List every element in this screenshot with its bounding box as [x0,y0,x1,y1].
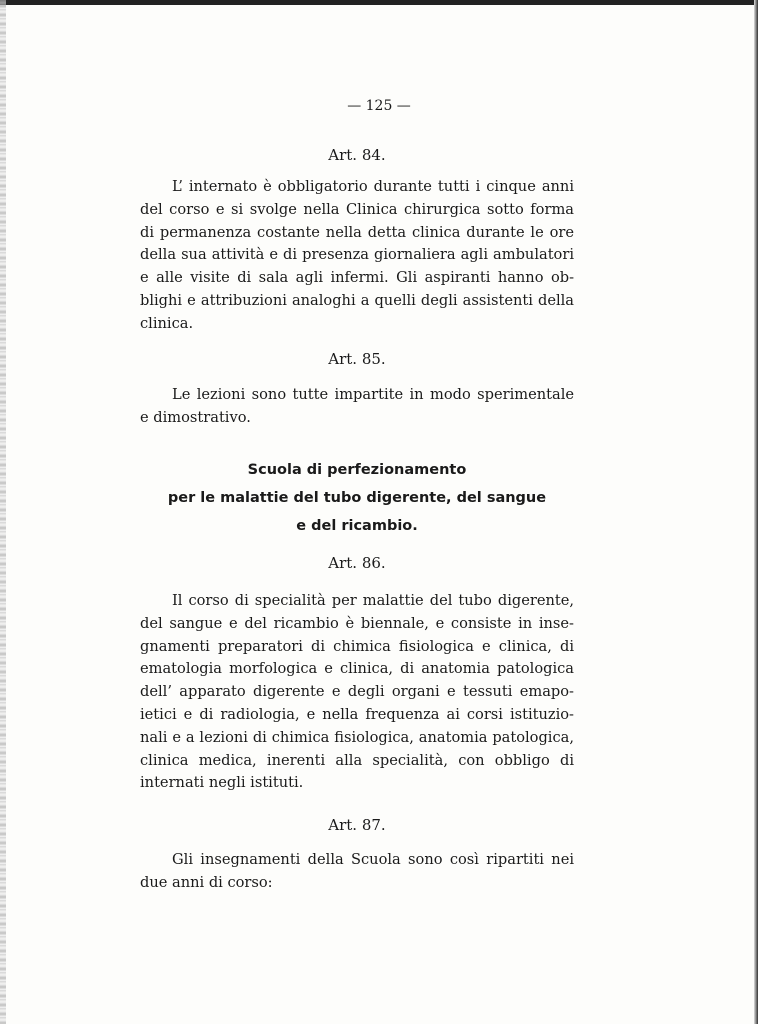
art-84-line: blighi e attribuzioni analoghi a quelli degli assistenti della [140,291,574,309]
art-86-line: gnamenti preparatori di chimica fisiologica e clinica, di [140,637,574,655]
art-86-line: internati negli istituti. [140,774,304,792]
art-86-line: ematologia morfologica e clinica, di anatomia patologica [140,660,574,678]
art-84-paragraph [140,176,574,336]
page-number: — 125 — [347,98,411,114]
section-title [140,456,574,540]
art-87-line: Gli insegnamenti della Scuola sono così ripartiti nei [172,851,574,868]
art-87-heading: Art. 87. [328,816,386,834]
scan-top-edge [0,0,758,5]
art-84-line: della sua attività e di presenza giornaliera agli ambulatori [140,246,574,264]
art-86-line: del sangue e del ricambio è biennale, e consiste in inse- [140,614,574,632]
art-87-paragraph [140,849,574,895]
art-86-line: nali e a lezioni di chimica fisiologica, anatomia patologica, [140,728,574,746]
art-84-line: clinica. [140,314,194,332]
art-85-line: e dimostrativo. [140,408,251,426]
art-86-line: Il corso di specialità per malattie del tubo digerente, [172,592,574,609]
art-86-line: clinica medica, inerenti alla specialità, con obbligo di [140,751,574,769]
section-title-line: per le malattie del tubo digerente, del sangue [167,490,547,506]
art-84-line: L’ internato è obbligatorio durante tutti i cinque anni [172,178,574,195]
section-title-line: e del ricambio. [296,518,418,534]
art-84-heading: Art. 84. [328,146,386,164]
section-title-line: Scuola di perfezionamento [247,462,467,478]
scan-right-edge [754,0,758,1024]
art-85-paragraph [140,384,574,430]
art-84-line: di permanenza costante nella detta clinica durante le ore [140,223,574,241]
art-84-line: e alle visite di sala agli infermi. Gli aspiranti hanno ob- [140,269,574,287]
art-86-paragraph [140,590,574,795]
art-86-heading: Art. 86. [328,554,386,572]
art-84-line: del corso e si svolge nella Clinica chirurgica sotto forma [140,200,574,218]
art-86-line: dell’ apparato digerente e degli organi e tessuti emapo- [140,683,574,701]
art-87-line: due anni di corso: [140,873,273,891]
art-85-heading: Art. 85. [328,350,386,368]
scan-left-edge [0,0,6,1024]
art-85-line: Le lezioni sono tutte impartite in modo sperimentale [172,386,574,403]
art-86-line: ietici e di radiologia, e nella frequenza ai corsi istituzio- [140,705,574,723]
